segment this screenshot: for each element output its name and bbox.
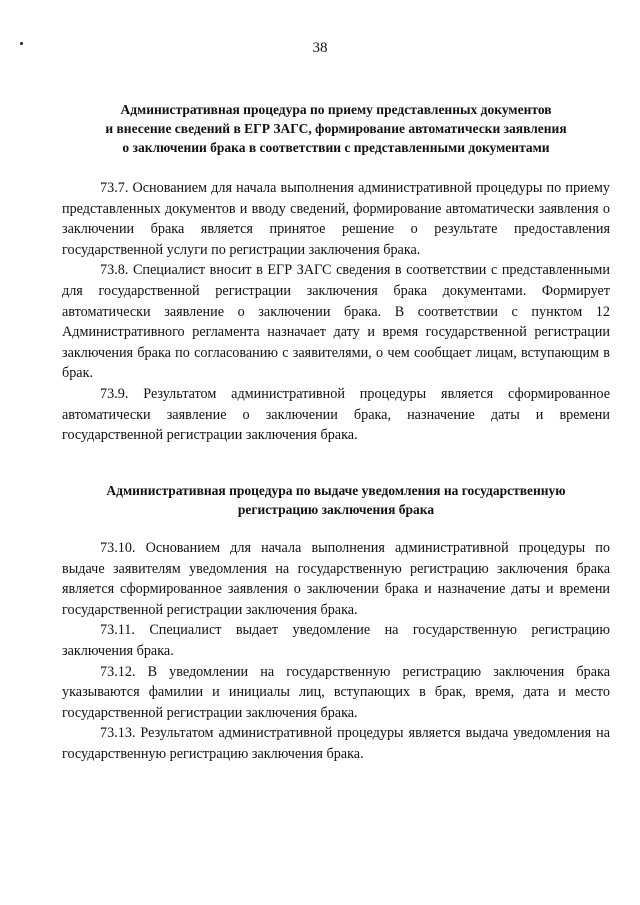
paragraph-73-12: 73.12. В уведомлении на государственную регистрацию заключения брака указываются фамилии и инициалы лиц, вступающих в брак, время, дата и место государственной регистрации заключения брака. [62, 663, 610, 721]
paragraph-73-13: 73.13. Результатом административной процедуры является выдача уведомления на государственную регистрацию заключения брака. [62, 725, 610, 762]
paragraph-73-11: 73.11. Специалист выдает уведомление на государственную регистрацию заключения брака. [62, 622, 610, 659]
section-1-body [62, 178, 610, 446]
section-2-heading [62, 481, 610, 519]
heading-line: о заключении брака в соответствии с представленными документами [122, 140, 550, 155]
heading-line: Административная процедура по выдаче уведомления на государственную [106, 483, 566, 498]
section-heading [62, 481, 610, 519]
section-2-body [62, 538, 610, 765]
heading-line: и внесение сведений в ЕГР ЗАГС, формирование автоматически заявления [105, 121, 567, 136]
paragraph-73-7: 73.7. Основанием для начала выполнения административной процедуры по приему представленных документов и вводу сведений, формирование автоматически заявления о заключении брака является принятое решение о результате предоставления государственной услуги по регистрации заключения брака. [62, 180, 610, 258]
section-heading [62, 100, 610, 157]
paragraph-73-10: 73.10. Основанием для начала выполнения административной процедуры по выдаче заявителям уведомления на государственную регистрацию заключения брака является сформированное заявления о заключении брака и назначение даты и времени государственной регистрации заключения брака. [62, 540, 610, 618]
paragraph-73-8: 73.8. Специалист вносит в ЕГР ЗАГС сведения в соответствии с представленными для государственной регистрации заключения брака документами. Формирует автоматически заявление о заключении брака. В соответствии с пунктом 12 Административного регламента назначает дату и время государственной регистрации заключения брака по согласованию с заявителями, о чем сообщает лицам, вступающим в брак. [62, 262, 610, 382]
paragraph-73-9: 73.9. Результатом административной процедуры является сформированное автоматически заявление о заключении брака, назначение даты и времени государственной регистрации заключения брака. [62, 385, 610, 444]
heading-line: регистрацию заключения брака [237, 502, 435, 517]
section-1-heading [62, 100, 610, 157]
page-number: 38 [312, 40, 328, 56]
heading-line: Административная процедура по приему представленных документов [120, 102, 552, 117]
